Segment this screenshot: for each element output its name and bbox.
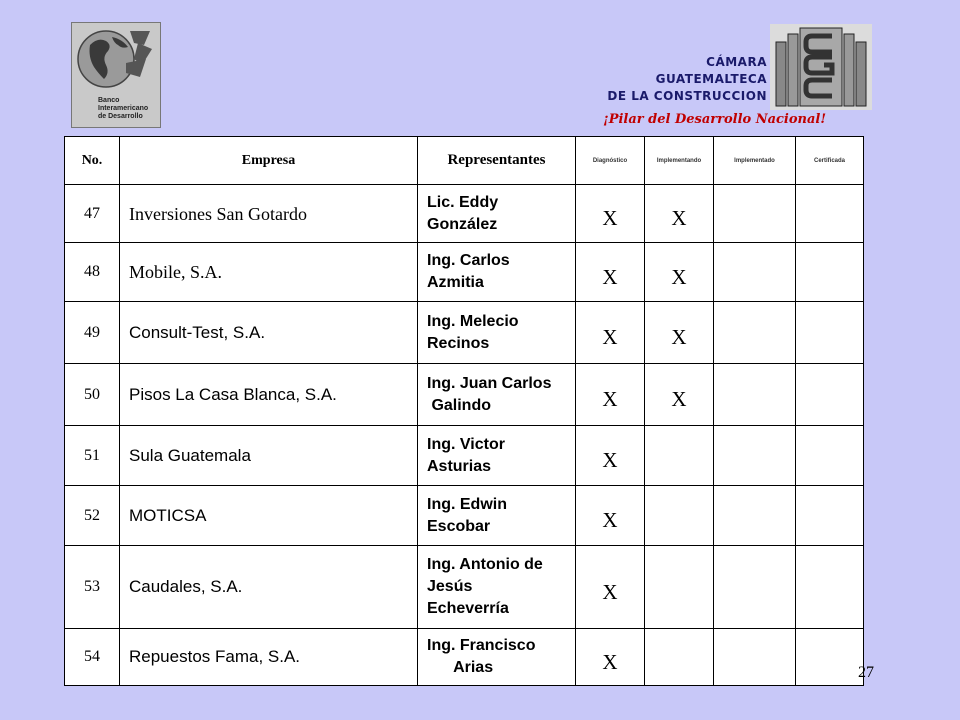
- mark-implementando: [645, 426, 714, 486]
- mark-diagnostico: X: [576, 629, 645, 686]
- mark-certificada: [796, 364, 864, 426]
- mark-implementando: X: [645, 243, 714, 302]
- column-header-implementado: Implementado: [714, 137, 796, 185]
- cgc-name-line-3: DE LA CONSTRUCCION: [607, 89, 767, 103]
- representative-line: Galindo: [427, 396, 491, 414]
- company-name: Inversiones San Gotardo: [120, 185, 418, 243]
- mark-implementado: [714, 426, 796, 486]
- company-name: Consult-Test, S.A.: [120, 302, 418, 364]
- mark-implementando: X: [645, 302, 714, 364]
- mark-certificada: [796, 302, 864, 364]
- representative-line: Ing. Francisco: [427, 637, 536, 654]
- company-name: Caudales, S.A.: [120, 546, 418, 629]
- representative-line: Arias: [427, 659, 494, 676]
- representative-line: Ing. Melecio: [427, 312, 519, 330]
- cgc-logo: [770, 24, 872, 110]
- representative-line: Echeverría: [427, 600, 509, 617]
- representative-line: Azmitia: [427, 274, 484, 291]
- row-number: 54: [65, 629, 120, 686]
- company-name: Sula Guatemala: [120, 426, 418, 486]
- mark-implementado: [714, 546, 796, 629]
- representative: [418, 243, 576, 302]
- row-number: 53: [65, 546, 120, 629]
- representative-line: González: [427, 215, 498, 233]
- representative-line: Asturias: [427, 457, 492, 475]
- mark-implementado: [714, 629, 796, 686]
- mark-diagnostico: X: [576, 546, 645, 629]
- companies-table: [64, 136, 864, 686]
- bid-logo-line-2: Interamericano: [98, 105, 149, 112]
- mark-implementando: [645, 629, 714, 686]
- mark-implementado: [714, 302, 796, 364]
- cgc-name: [607, 54, 767, 105]
- cgc-name-line-2: GUATEMALTECA: [655, 72, 767, 86]
- representative-line: Lic. Eddy: [427, 193, 499, 211]
- company-name: MOTICSA: [120, 486, 418, 546]
- representative-line: Ing. Juan Carlos: [427, 374, 552, 392]
- company-name: Mobile, S.A.: [120, 243, 418, 302]
- table-row: [65, 364, 864, 426]
- table-row: [65, 546, 864, 629]
- table-row: [65, 426, 864, 486]
- table-row: [65, 243, 864, 302]
- mark-implementando: X: [645, 364, 714, 426]
- mark-implementado: [714, 486, 796, 546]
- bid-logo: [71, 22, 161, 128]
- representative: [418, 629, 576, 686]
- representative-line: Ing. Carlos: [427, 252, 510, 269]
- table-header-row: [65, 137, 864, 185]
- mark-certificada: [796, 546, 864, 629]
- cgc-name-line-1: CÁMARA: [706, 55, 767, 69]
- mark-diagnostico: X: [576, 426, 645, 486]
- representative: [418, 546, 576, 629]
- row-number: 50: [65, 364, 120, 426]
- representative-line: Ing. Victor: [427, 435, 505, 453]
- mark-diagnostico: X: [576, 486, 645, 546]
- representative-line: Escobar: [427, 517, 491, 535]
- mark-implementando: [645, 486, 714, 546]
- table-row: [65, 486, 864, 546]
- row-number: 52: [65, 486, 120, 546]
- company-name: Pisos La Casa Blanca, S.A.: [120, 364, 418, 426]
- representative: [418, 486, 576, 546]
- column-header-no: No.: [65, 137, 120, 185]
- mark-certificada: [796, 243, 864, 302]
- column-header-empresa: Empresa: [120, 137, 418, 185]
- row-number: 48: [65, 243, 120, 302]
- page-number: 27: [858, 664, 874, 681]
- representative-line: Ing. Edwin: [427, 495, 507, 513]
- company-name: Repuestos Fama, S.A.: [120, 629, 418, 686]
- table-row: [65, 302, 864, 364]
- representative: [418, 364, 576, 426]
- column-header-diagnostico: Diagnóstico: [576, 137, 645, 185]
- motto: ¡Pilar del Desarrollo Nacional!: [603, 112, 827, 127]
- mark-diagnostico: X: [576, 185, 645, 243]
- row-number: 51: [65, 426, 120, 486]
- mark-implementado: [714, 185, 796, 243]
- column-header-representantes: Representantes: [418, 137, 576, 185]
- mark-diagnostico: X: [576, 364, 645, 426]
- representative-line: Recinos: [427, 334, 490, 352]
- mark-diagnostico: X: [576, 302, 645, 364]
- representative-line: Jesús: [427, 578, 473, 595]
- representative: [418, 302, 576, 364]
- table-row: [65, 185, 864, 243]
- mark-certificada: [796, 426, 864, 486]
- bid-logo-text: [98, 97, 160, 121]
- mark-certificada: [796, 486, 864, 546]
- mark-implementado: [714, 243, 796, 302]
- row-number: 49: [65, 302, 120, 364]
- mark-certificada: [796, 185, 864, 243]
- representative-line: Ing. Antonio de: [427, 556, 543, 573]
- mark-diagnostico: X: [576, 243, 645, 302]
- mark-implementando: X: [645, 185, 714, 243]
- representative: [418, 185, 576, 243]
- bid-logo-line-1: Banco: [98, 97, 120, 104]
- column-header-certificada: Certificada: [796, 137, 864, 185]
- column-header-implementando: Implementando: [645, 137, 714, 185]
- mark-certificada: [796, 629, 864, 686]
- mark-implementado: [714, 364, 796, 426]
- mark-implementando: [645, 546, 714, 629]
- table-row: [65, 629, 864, 686]
- row-number: 47: [65, 185, 120, 243]
- representative: [418, 426, 576, 486]
- cgc-logo-icon: [770, 24, 872, 110]
- bid-logo-line-3: de Desarrollo: [98, 113, 143, 120]
